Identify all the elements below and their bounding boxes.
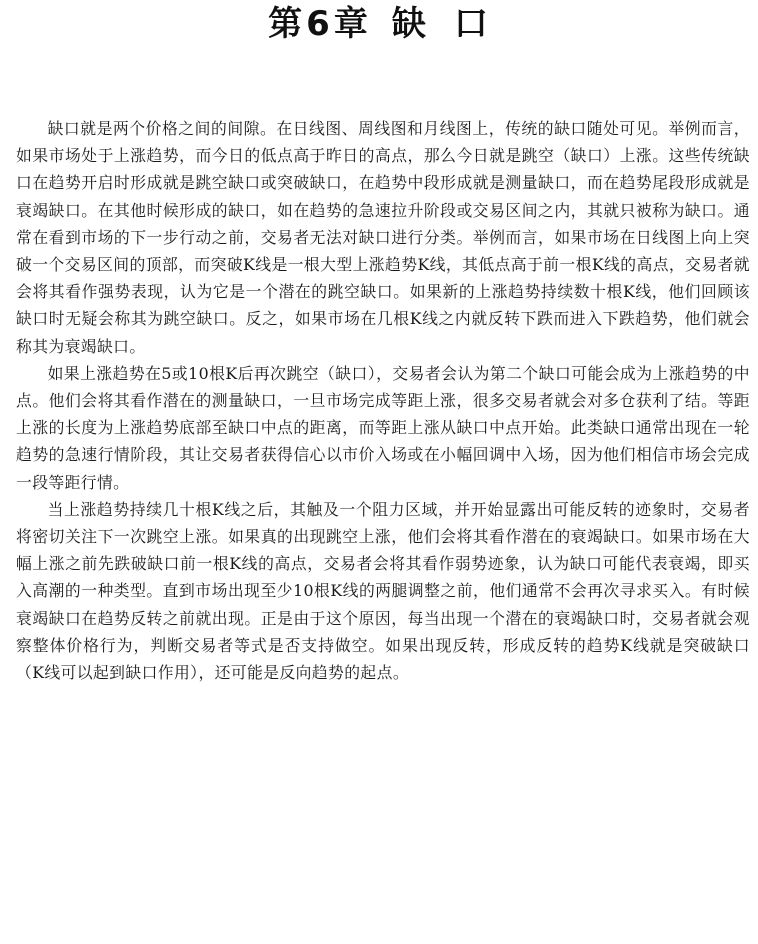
chapter-name xyxy=(392,4,490,44)
chapter-suffix: 章 xyxy=(333,4,370,44)
paragraph: 如果上涨趋势在5或10根K后再次跳空（缺口），交易者会认为第二个缺口可能会成为上涨趋势的中点。他们会将其看作潜在的测量缺口，一旦市场完成等距上涨，很多交易者就会对多仓获利了结。等距上涨的长度为上涨趋势底部至缺口中点的距离，而等距上涨从缺口中点开始。此类缺口通常出现在一轮趋势的急速行情阶段，其让交易者获得信心以市价入场或在小幅回调中入场，因为他们相信市场会完成一段等距行情。 xyxy=(16,363,750,492)
paragraph: 缺口就是两个价格之间的间隙。在日线图、周线图和月线图上，传统的缺口随处可见。举例而言，如果市场处于上涨趋势，而今日的低点高于昨日的高点，那么今日就是跳空（缺口）上涨。这些传统缺口在趋势开启时形成就是跳空缺口或突破缺口，在趋势中段形成就是测量缺口，而在趋势尾段形成就是衰竭缺口。在其他时候形成的缺口，如在趋势的急速拉升阶段或交易区间之内，其就只被称为缺口。通常在看到市场的下一步行动之前，交易者无法对缺口进行分类。举例而言，如果市场在日线图上向上突破一个交易区间的顶部，而突破K线是一根大型上涨趋势K线，其低点高于前一根K线的高点，交易者就会将其看作强势表现，认为它是一个潜在的跳空缺口。如果新的上涨趋势持续数十根K线，他们回顾该缺口时无疑会称其为跳空缺口。反之，如果市场在几根K线之内就反转下跌而进入下跌趋势，他们就会称其为衰竭缺口。 xyxy=(16,119,750,356)
chapter-title xyxy=(0,2,758,46)
chapter-name-char: 缺 xyxy=(391,4,428,44)
body-text xyxy=(16,115,750,686)
chapter-prefix: 第 xyxy=(268,4,305,44)
paragraph: 当上涨趋势持续几十根K线之后，其触及一个阻力区域，并开始显露出可能反转的迹象时，交易者将密切关注下一次跳空上涨。如果真的出现跳空上涨，他们会将其看作潜在的衰竭缺口。如果市场在大幅上涨之前先跌破缺口前一根K线的高点，交易者会将其看作弱势迹象，认为缺口可能代表衰竭，即买入高潮的一种类型。直到市场出现至少10根K线的两腿调整之前，他们通常不会再次寻求买入。有时候衰竭缺口在趋势反转之前就出现。正是由于这个原因，每当出现一个潜在的衰竭缺口时，交易者就会观察整体价格行为，判断交易者等式是否支持做空。如果出现反转，形成反转的趋势K线就是突破缺口（K线可以起到缺口作用），还可能是反向趋势的起点。 xyxy=(16,499,750,683)
chapter-name-char: 口 xyxy=(453,4,490,44)
chapter-number: 6 xyxy=(306,4,332,44)
